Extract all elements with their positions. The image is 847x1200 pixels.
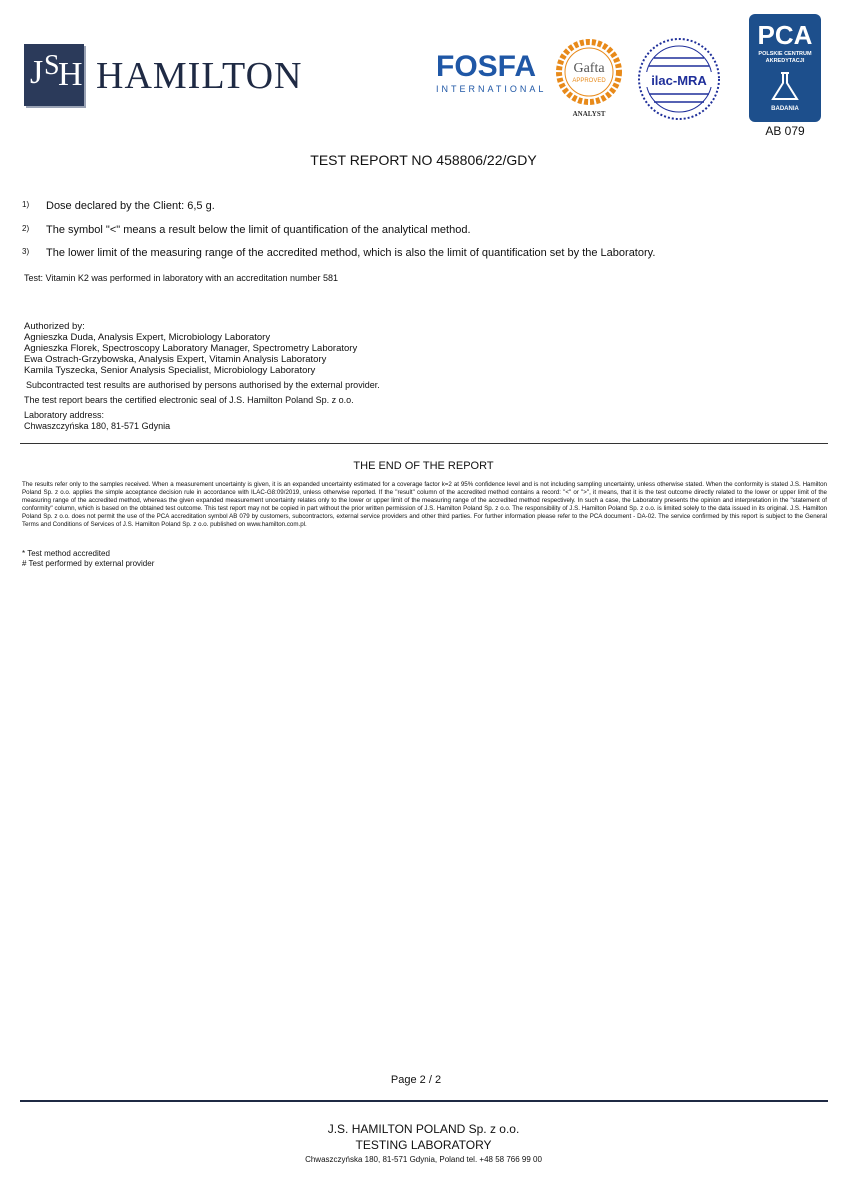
authorized-person: Agnieszka Duda, Analysis Expert, Microbiology Laboratory bbox=[24, 332, 271, 343]
footnote-2 bbox=[22, 224, 471, 236]
gafta-wheat-badge-icon bbox=[554, 38, 624, 122]
footer-address: Chwaszczyńska 180, 81-571 Gdynia, Poland tel. +48 58 766 99 00 bbox=[305, 1155, 542, 1164]
fosfa-name: FOSFA bbox=[436, 50, 537, 83]
footer-company: J.S. HAMILTON POLAND Sp. z o.o. bbox=[327, 1122, 520, 1136]
hamilton-wordmark: HAMILTON bbox=[96, 55, 303, 97]
lab-address-value: Chwaszczyńska 180, 81-571 Gdynia bbox=[24, 421, 171, 431]
footer-lab: TESTING LABORATORY bbox=[355, 1138, 492, 1152]
subcontracted-note: Subcontracted test results are authorised by persons authorised by the external provider. bbox=[26, 380, 380, 390]
ilac-globe-icon bbox=[636, 36, 722, 122]
report-title: TEST REPORT NO 458806/22/GDY bbox=[310, 152, 537, 168]
footnote-text: Dose declared by the Client: 6,5 g. bbox=[46, 200, 215, 212]
flask-icon bbox=[765, 71, 805, 101]
lab-address-label: Laboratory address: bbox=[24, 410, 105, 420]
test-info: Test: Vitamin K2 was performed in laboratory with an accreditation number 581 bbox=[24, 273, 338, 283]
gafta-name: Gafta bbox=[573, 61, 605, 76]
divider bbox=[20, 443, 828, 444]
footer bbox=[0, 1121, 847, 1166]
footer-divider bbox=[20, 1100, 828, 1102]
ilac-label: ilac-MRA bbox=[651, 73, 707, 88]
footnote-marker: 1) bbox=[22, 200, 30, 209]
page-number: Page 2 / 2 bbox=[390, 1074, 442, 1086]
authorized-person: Kamila Tyszecka, Senior Analysis Specialist, Microbiology Laboratory bbox=[24, 365, 316, 376]
pca-logo bbox=[749, 14, 821, 122]
footnote-text: The symbol "<" means a result below the limit of quantification of the analytical method. bbox=[46, 224, 471, 236]
gafta-analyst: ANALYST bbox=[572, 110, 606, 118]
footnote-1 bbox=[22, 200, 215, 212]
pca-badania: BADANIA bbox=[771, 106, 799, 112]
gafta-approved: APPROVED bbox=[572, 78, 606, 84]
footnote-marker: 3) bbox=[22, 247, 30, 256]
ilac-mra-logo bbox=[636, 36, 722, 122]
pca-sub: POLSKIE CENTRUM AKREDYTACJI bbox=[758, 51, 812, 64]
footnote-3 bbox=[22, 247, 655, 259]
fosfa-logo bbox=[436, 52, 546, 98]
hamilton-monogram-icon: J S H bbox=[24, 44, 84, 106]
authorized-heading: Authorized by: bbox=[24, 321, 85, 332]
footnote-marker: 2) bbox=[22, 224, 30, 233]
hamilton-logo bbox=[24, 44, 344, 108]
legend-item: # Test performed by external provider bbox=[22, 559, 155, 568]
gafta-logo bbox=[554, 38, 624, 122]
authorized-person: Agnieszka Florek, Spectroscopy Laboratory Manager, Spectrometry Laboratory bbox=[24, 343, 358, 354]
footnote-text: The lower limit of the measuring range of the accredited method, which is also the limit of quantification set by the Laboratory. bbox=[46, 247, 656, 259]
legend bbox=[22, 549, 154, 569]
accreditation-number: AB 079 bbox=[765, 124, 805, 138]
authorized-block bbox=[24, 321, 357, 376]
pca-name: PCA bbox=[757, 20, 813, 50]
end-of-report-title: THE END OF THE REPORT bbox=[353, 460, 494, 472]
fosfa-sub: INTERNATIONAL bbox=[436, 84, 547, 94]
lab-address bbox=[24, 410, 170, 432]
seal-note: The test report bears the certified electronic seal of J.S. Hamilton Poland Sp. z o.o. bbox=[24, 395, 354, 405]
authorized-person: Ewa Ostrach-Grzybowska, Analysis Expert, Vitamin Analysis Laboratory bbox=[24, 354, 327, 365]
disclaimer-text: The results refer only to the samples received. When a measurement uncertainty is given, it is an expanded uncertainty estimated for a coverage factor k=2 at 95% confidence level and is not including sampling uncertainty, unless otherwise stated. When the conformity is stated J.S. Hamilton Poland Sp. z o.o. applies the simple acceptance decision rule in accordance with ILAC-G8:09/2019, unless otherwise reported. If the "result" column of the accredited method contains a record: "<" or ">", it means, that it is the test outcome directly related to the lower or upper limit of the measuring range of the accredited method, whereas the given expanded measurement uncertainty relates only to the lower or upper limit of the measuring range of the accredited method respectively. In such a case, the Laboratory presents the opinion and interpretation in the "statement of conformity" column, which is based on the obtained test outcome. This test report may not be copied in part without the prior written permission of J.S. Hamilton Poland Sp. z o.o. The responsibility of J.S. Hamilton Poland Sp. z o.o. is limited solely to the data issued in its original. J.S. Hamilton Poland Sp. z o.o. does not permit the use of the PCA accreditation symbol AB 079 by customers, subcontractors, external service providers and other third parties. For further information please refer to the PCA document - DA-02. The service confirmed by this report is subject to the General Terms and Conditions of Services of J.S. Hamilton Poland Sp. z o.o. published on www.hamilton.com.pl. bbox=[22, 481, 827, 528]
legend-item: * Test method accredited bbox=[22, 549, 110, 558]
